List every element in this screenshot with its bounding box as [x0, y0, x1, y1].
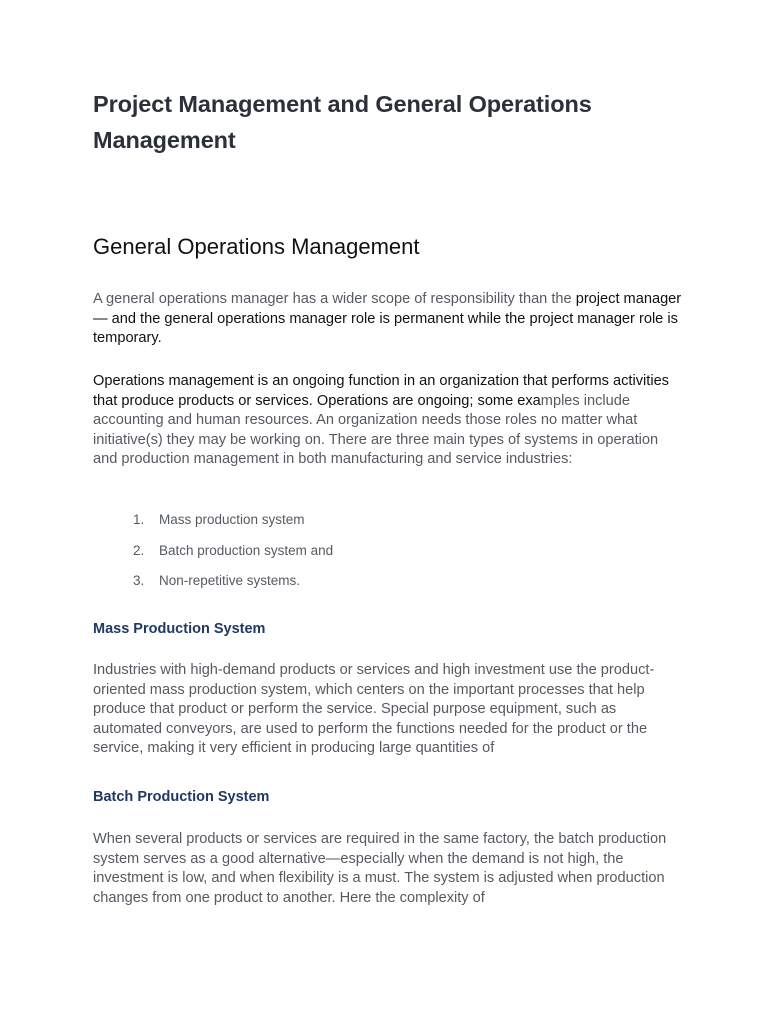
list-item-number: 1.: [133, 512, 145, 527]
operations-paragraph: [93, 372, 683, 470]
list-item-text: Mass production system: [159, 512, 305, 527]
list-item-text: Non-repetitive systems.: [159, 573, 301, 588]
section-heading: General Operations Management: [93, 234, 420, 259]
systems-list: [133, 510, 333, 602]
mass-production-heading: Mass Production System: [93, 621, 266, 637]
list-item-number: 3.: [133, 573, 145, 588]
operations-text-dark: Operations management is an ongoing function in an organization that performs activities that produce products or services. Operations are ongoing; some exa: [93, 373, 669, 409]
list-item: [133, 510, 333, 541]
intro-text-dark: project manager — and the general operations manager role is permanent while the project manager role is temporary.: [93, 291, 682, 346]
list-item: [133, 571, 333, 602]
intro-paragraph: [93, 290, 683, 349]
batch-production-heading: Batch Production System: [93, 789, 270, 805]
batch-production-paragraph: When several products or services are required in the same factory, the batch production system serves as a good alternative—especially when the demand is not high, the investment is low, and when flexibility is a must. The system is adjusted when production changes from one product to another. Here the complexity of: [93, 831, 667, 906]
list-item-number: 2.: [133, 542, 145, 558]
mass-production-paragraph: Industries with high-demand products or services and high investment use the product-oriented mass production system, which centers on the important processes that help produce that product or perform the service. Special purpose equipment, such as automated conveyors, are used to perform the functions needed for the product or the service, making it very efficient in producing large quantities of: [93, 662, 655, 756]
list-item: [133, 541, 333, 572]
list-item-text: Batch production system and: [159, 542, 334, 558]
document-title: Project Management and General Operations Management: [93, 91, 592, 153]
intro-text-gray: A general operations manager has a wider scope of responsibility than the: [93, 291, 576, 307]
operations-text-gray: mples include accounting and human resources. An organization needs those roles no matter what initiative(s) they may be working on. There are three main types of systems in operation and production management in both manufacturing and service industries:: [93, 392, 659, 467]
